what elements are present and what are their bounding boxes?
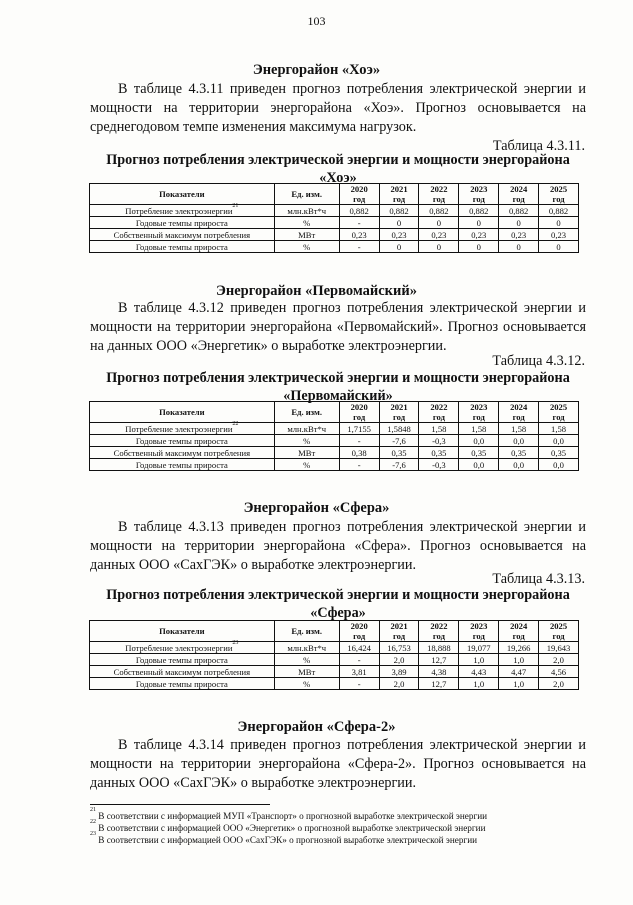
footnote-text: В соответствии с информацией ООО «Энергетик» о прогнозной выработке электрической энергии bbox=[98, 823, 486, 833]
footnote-22 bbox=[90, 819, 487, 834]
row-value: 0,23 bbox=[499, 229, 539, 241]
header-indicators: Показатели bbox=[90, 402, 275, 423]
year-value: 2025 bbox=[549, 184, 568, 194]
row-unit: МВт bbox=[274, 229, 339, 241]
table-row bbox=[90, 229, 579, 241]
row-value: 0 bbox=[499, 241, 539, 253]
year-suffix: год bbox=[353, 631, 366, 641]
row-value: 0 bbox=[419, 241, 459, 253]
row-unit: % bbox=[274, 678, 339, 690]
row-indicator-name: Годовые темпы прироста bbox=[135, 678, 228, 689]
year-suffix: год bbox=[353, 194, 366, 204]
row-indicator bbox=[90, 241, 275, 253]
row-value: 1,58 bbox=[539, 423, 579, 435]
header-year bbox=[339, 402, 379, 423]
forecast-table-sfera bbox=[89, 620, 579, 690]
header-year bbox=[539, 402, 579, 423]
row-value: -7,6 bbox=[379, 459, 419, 471]
row-value: 4,43 bbox=[459, 666, 499, 678]
header-year bbox=[379, 184, 419, 205]
row-indicator-name: Собственный максимум потребления bbox=[113, 229, 251, 240]
row-value: 1,5848 bbox=[379, 423, 419, 435]
row-value: 19,077 bbox=[459, 642, 499, 654]
year-suffix: год bbox=[432, 631, 445, 641]
row-unit: МВт bbox=[274, 447, 339, 459]
row-value: 0,0 bbox=[459, 459, 499, 471]
row-indicator bbox=[90, 202, 275, 217]
footnotes bbox=[90, 807, 488, 846]
row-value: 1,58 bbox=[459, 423, 499, 435]
year-suffix: год bbox=[552, 412, 565, 422]
table-row bbox=[90, 654, 579, 666]
row-value: - bbox=[339, 435, 379, 447]
year-value: 2020 bbox=[350, 184, 368, 194]
year-value: 2023 bbox=[470, 184, 488, 194]
row-indicator bbox=[90, 654, 275, 666]
row-indicator-name: Потребление электроэнергии bbox=[125, 423, 233, 434]
year-suffix: год bbox=[552, 194, 565, 204]
row-value: 4,47 bbox=[499, 666, 539, 678]
year-value: 2020 bbox=[350, 402, 368, 412]
row-value: 0 bbox=[379, 217, 419, 229]
year-suffix: год bbox=[472, 194, 485, 204]
row-value: - bbox=[339, 678, 379, 690]
row-value: - bbox=[339, 654, 379, 666]
header-year bbox=[379, 402, 419, 423]
row-indicator-name: Годовые темпы прироста bbox=[135, 241, 228, 252]
paragraph-text: В таблице 4.3.13 приведен прогноз потребления электрической энергии и мощности на территории энергорайона «Сфера». Прогноз основывается на данных ООО «СахГЭК» о выработке электроэнергии. bbox=[90, 519, 586, 573]
table-header-row bbox=[90, 402, 579, 423]
row-value: 0,23 bbox=[339, 229, 379, 241]
row-value: 0 bbox=[539, 241, 579, 253]
row-value: -0,3 bbox=[419, 459, 459, 471]
table-label-4-3-11: Таблица 4.3.11. bbox=[492, 138, 585, 154]
row-value: 0,882 bbox=[459, 205, 499, 217]
row-value: 0,0 bbox=[499, 459, 539, 471]
year-suffix: год bbox=[392, 631, 406, 641]
row-value: 3,81 bbox=[339, 666, 379, 678]
row-value: 0,882 bbox=[379, 205, 419, 217]
row-value: 1,0 bbox=[499, 678, 539, 690]
year-suffix: год bbox=[472, 631, 485, 641]
row-unit: млн.кВт*ч bbox=[274, 423, 339, 435]
row-value: 0 bbox=[499, 217, 539, 229]
row-value: 3,89 bbox=[379, 666, 419, 678]
row-value: 1,58 bbox=[499, 423, 539, 435]
section-heading-pervomaisky: Энергорайон «Первомайский» bbox=[216, 283, 417, 299]
row-value: 1,58 bbox=[419, 423, 459, 435]
header-unit: Ед. изм. bbox=[274, 402, 339, 423]
header-year bbox=[419, 184, 459, 205]
year-value: 2024 bbox=[510, 402, 528, 412]
row-value: 2,0 bbox=[539, 678, 579, 690]
table-header-row bbox=[90, 621, 579, 642]
paragraph-text: В таблице 4.3.14 приведен прогноз потребления электрической энергии и мощности на территории энергорайона «Сфера-2». Прогноз основывается на данных ООО «СахГЭК» о выработке электроэнергии. bbox=[90, 737, 586, 791]
row-value: 0,23 bbox=[419, 229, 459, 241]
year-value: 2021 bbox=[390, 402, 408, 412]
row-value: 0 bbox=[459, 241, 499, 253]
year-value: 2021 bbox=[390, 184, 408, 194]
row-value: 0,23 bbox=[459, 229, 499, 241]
header-year bbox=[459, 184, 499, 205]
section-heading-sfera-2: Энергорайон «Сфера-2» bbox=[237, 719, 396, 735]
row-value: 0,38 bbox=[339, 447, 379, 459]
row-unit: МВт bbox=[274, 666, 339, 678]
row-value: 1,0 bbox=[499, 654, 539, 666]
row-indicator bbox=[90, 639, 275, 654]
row-value: - bbox=[339, 241, 379, 253]
row-unit: % bbox=[274, 241, 339, 253]
year-value: 2025 bbox=[549, 402, 568, 412]
year-suffix: год bbox=[353, 412, 366, 422]
row-value: 18,888 bbox=[419, 642, 459, 654]
row-unit: % bbox=[274, 217, 339, 229]
table-title-4-3-13: Прогноз потребления электрической энергии и мощности энергорайона «Сфера» bbox=[106, 587, 570, 621]
header-indicators: Показатели bbox=[90, 621, 275, 642]
footnote-23 bbox=[90, 831, 487, 846]
table-row bbox=[90, 217, 579, 229]
year-value: 2022 bbox=[430, 402, 448, 412]
row-value: 1,0 bbox=[459, 678, 499, 690]
row-unit: млн.кВт*ч bbox=[274, 205, 339, 217]
table-row bbox=[90, 678, 579, 690]
section-heading-sfera: Энергорайон «Сфера» bbox=[243, 500, 390, 516]
header-year bbox=[499, 621, 539, 642]
row-value: 1,7155 bbox=[339, 423, 379, 435]
row-indicator bbox=[90, 217, 275, 229]
row-value: 1,0 bbox=[459, 654, 499, 666]
header-year bbox=[459, 621, 499, 642]
year-value: 2023 bbox=[470, 402, 488, 412]
row-value: 0 bbox=[419, 217, 459, 229]
header-year bbox=[499, 402, 539, 423]
row-value: 4,38 bbox=[419, 666, 459, 678]
row-indicator-name: Годовые темпы прироста bbox=[135, 435, 228, 446]
row-value: - bbox=[339, 217, 379, 229]
table-row bbox=[90, 435, 579, 447]
header-unit: Ед. изм. bbox=[274, 184, 339, 205]
page-number: 103 bbox=[307, 14, 326, 28]
table-header-row bbox=[90, 184, 579, 205]
row-value: -0,3 bbox=[419, 435, 459, 447]
section-paragraph-pervomaisky bbox=[90, 299, 586, 356]
row-value: 0,0 bbox=[459, 435, 499, 447]
row-value: 0,23 bbox=[379, 229, 419, 241]
row-unit: % bbox=[274, 459, 339, 471]
table-row bbox=[90, 642, 579, 654]
row-indicator-name: Собственный максимум потребления bbox=[113, 666, 251, 677]
row-value: 16,424 bbox=[339, 642, 379, 654]
year-suffix: год bbox=[472, 412, 485, 422]
table-row bbox=[90, 447, 579, 459]
year-value: 2025 bbox=[549, 621, 568, 631]
year-value: 2022 bbox=[430, 621, 448, 631]
row-value: 0,23 bbox=[539, 229, 579, 241]
year-suffix: год bbox=[512, 412, 525, 422]
row-value: 0,882 bbox=[539, 205, 579, 217]
row-value: 16,753 bbox=[379, 642, 419, 654]
row-indicator bbox=[90, 229, 275, 241]
row-unit: млн.кВт*ч bbox=[274, 642, 339, 654]
table-label-4-3-12: Таблица 4.3.12. bbox=[492, 353, 585, 369]
year-value: 2023 bbox=[470, 621, 488, 631]
year-suffix: год bbox=[392, 194, 406, 204]
row-value: 19,643 bbox=[539, 642, 579, 654]
row-value: 4,56 bbox=[539, 666, 579, 678]
row-indicator bbox=[90, 447, 275, 459]
row-value: 0 bbox=[539, 217, 579, 229]
year-suffix: год bbox=[432, 194, 445, 204]
year-suffix: год bbox=[512, 194, 525, 204]
table-title-4-3-12: Прогноз потребления электрической энергии и мощности энергорайона «Первомайский» bbox=[106, 370, 570, 404]
row-value: 0,35 bbox=[499, 447, 539, 459]
header-year bbox=[539, 621, 579, 642]
row-value: 2,0 bbox=[539, 654, 579, 666]
year-value: 2022 bbox=[430, 184, 448, 194]
footnote-21 bbox=[90, 807, 488, 822]
table-row bbox=[90, 241, 579, 253]
paragraph-text: В таблице 4.3.12 приведен прогноз потребления электрической энергии и мощности на территории энергорайона «Первомайский». Прогноз основывается на данных ООО «Энергетик» о выработке электроэнергии. bbox=[90, 300, 586, 354]
row-value: 0,882 bbox=[419, 205, 459, 217]
row-value: 0,35 bbox=[379, 447, 419, 459]
paragraph-text: В таблице 4.3.11 приведен прогноз потребления электрической энергии и мощности на территории энергорайона «Хоэ». Прогноз основывается на среднегодовом темпе изменения максимума нагрузок. bbox=[90, 81, 586, 135]
row-indicator-name: Годовые темпы прироста bbox=[135, 654, 228, 665]
row-indicator bbox=[90, 678, 275, 690]
row-value: - bbox=[339, 459, 379, 471]
row-indicator bbox=[90, 666, 275, 678]
year-suffix: год bbox=[552, 631, 565, 641]
row-value: 0 bbox=[379, 241, 419, 253]
year-value: 2021 bbox=[390, 621, 408, 631]
year-value: 2024 bbox=[510, 184, 528, 194]
row-indicator-name: Годовые темпы прироста bbox=[135, 217, 228, 228]
row-value: 12,7 bbox=[419, 654, 459, 666]
year-suffix: год bbox=[512, 631, 525, 641]
footnote-ref: 22 bbox=[232, 420, 239, 427]
row-value: 0,0 bbox=[539, 435, 579, 447]
row-value: 0,882 bbox=[339, 205, 379, 217]
table-row bbox=[90, 205, 579, 217]
row-indicator bbox=[90, 435, 275, 447]
row-value: 12,7 bbox=[419, 678, 459, 690]
row-unit: % bbox=[274, 654, 339, 666]
footnote-divider bbox=[90, 804, 270, 805]
year-value: 2020 bbox=[350, 621, 368, 631]
forecast-table-pervomaisky bbox=[89, 401, 579, 471]
row-indicator bbox=[90, 420, 275, 435]
table-title-4-3-11: Прогноз потребления электрической энергии и мощности энергорайона «Хоэ» bbox=[106, 152, 570, 186]
header-year bbox=[419, 402, 459, 423]
header-unit: Ед. изм. bbox=[274, 621, 339, 642]
row-value: 0,35 bbox=[459, 447, 499, 459]
section-paragraph-hoe bbox=[90, 80, 586, 137]
row-value: 0 bbox=[459, 217, 499, 229]
header-year bbox=[339, 184, 379, 205]
footnote-number: 23 bbox=[90, 831, 96, 837]
table-row bbox=[90, 459, 579, 471]
header-year bbox=[339, 621, 379, 642]
forecast-table-hoe bbox=[89, 183, 579, 253]
footnote-number: 21 bbox=[90, 807, 96, 813]
row-value: 0,35 bbox=[539, 447, 579, 459]
year-suffix: год bbox=[392, 412, 406, 422]
footnote-text: В соответствии с информацией МУП «Транспорт» о прогнозной выработке электрической энергии bbox=[98, 811, 488, 821]
table-row bbox=[90, 423, 579, 435]
row-value: 0,0 bbox=[539, 459, 579, 471]
row-indicator-name: Собственный максимум потребления bbox=[113, 447, 251, 458]
header-year bbox=[539, 184, 579, 205]
footnote-number: 22 bbox=[90, 819, 96, 825]
header-year bbox=[379, 621, 419, 642]
footnote-ref: 23 bbox=[232, 639, 239, 646]
row-value: 2,0 bbox=[379, 654, 419, 666]
row-value: 19,266 bbox=[499, 642, 539, 654]
section-paragraph-sfera-2 bbox=[90, 736, 586, 793]
year-value: 2024 bbox=[510, 621, 528, 631]
section-paragraph-sfera bbox=[90, 518, 586, 575]
year-suffix: год bbox=[432, 412, 445, 422]
row-value: 0,0 bbox=[499, 435, 539, 447]
row-unit: % bbox=[274, 435, 339, 447]
row-value: 2,0 bbox=[379, 678, 419, 690]
table-row bbox=[90, 666, 579, 678]
section-heading-hoe: Энергорайон «Хоэ» bbox=[252, 62, 381, 78]
row-value: 0,35 bbox=[419, 447, 459, 459]
row-indicator-name: Годовые темпы прироста bbox=[135, 459, 228, 470]
header-year bbox=[499, 184, 539, 205]
footnote-ref: 21 bbox=[232, 202, 239, 209]
table-label-4-3-13: Таблица 4.3.13. bbox=[492, 571, 585, 587]
row-indicator-name: Потребление электроэнергии bbox=[125, 205, 233, 216]
row-value: -7,6 bbox=[379, 435, 419, 447]
row-indicator-name: Потребление электроэнергии bbox=[125, 642, 233, 653]
header-year bbox=[419, 621, 459, 642]
row-value: 0,882 bbox=[499, 205, 539, 217]
header-year bbox=[459, 402, 499, 423]
header-indicators: Показатели bbox=[90, 184, 275, 205]
footnote-text: В соответствии с информацией ООО «СахГЭК» о прогнозной выработке электрической энергии bbox=[98, 835, 478, 845]
row-indicator bbox=[90, 459, 275, 471]
